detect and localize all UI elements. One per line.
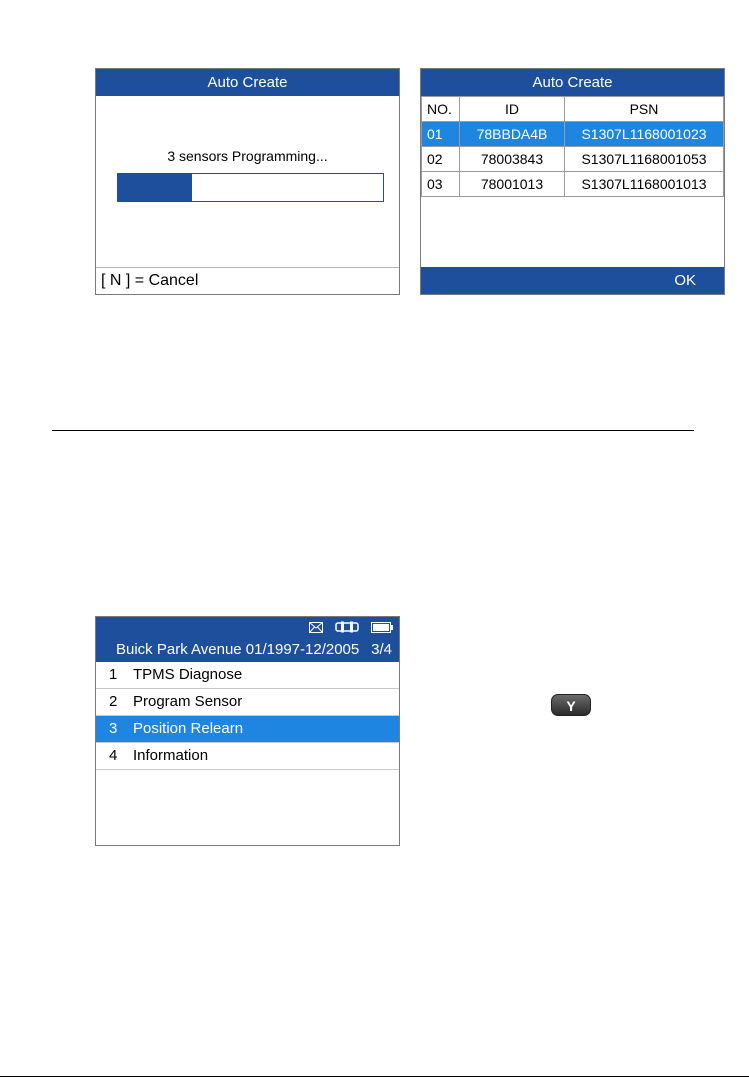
tire-sensor-icon: [335, 621, 359, 633]
row-no: 03: [422, 172, 460, 197]
progress-fill: [118, 174, 192, 201]
auto-create-progress-screen: [95, 68, 400, 295]
menu-item-label: TPMS Diagnose: [133, 666, 243, 683]
menu-item-number: 4: [109, 747, 118, 764]
row-psn: S1307L1168001053: [565, 147, 724, 172]
menu-item-position-relearn[interactable]: [96, 716, 399, 743]
menu-item-number: 1: [109, 666, 118, 683]
menu-item-information[interactable]: [96, 743, 399, 770]
column-header-no: NO.: [422, 97, 460, 122]
column-header-psn: PSN: [565, 97, 724, 122]
y-key-icon: Y: [551, 694, 591, 716]
auto-create-results-screen: [420, 68, 725, 295]
status-icons: [309, 621, 393, 633]
menu-header: [96, 617, 399, 662]
menu-item-label: Information: [133, 747, 209, 764]
row-psn: S1307L1168001013: [565, 172, 724, 197]
programming-message: 3 sensors Programming...: [167, 148, 328, 164]
cancel-hint[interactable]: [ N ] = Cancel: [96, 267, 399, 294]
row-id: 78003843: [460, 147, 565, 172]
screen-title: Auto Create: [421, 69, 724, 96]
screen-title: Auto Create: [96, 69, 399, 96]
table-row[interactable]: [422, 122, 724, 147]
vehicle-menu-screen: [95, 616, 400, 846]
row-no: 02: [422, 147, 460, 172]
column-header-id: ID: [460, 97, 565, 122]
row-id: 78001013: [460, 172, 565, 197]
table-row[interactable]: [422, 147, 724, 172]
row-id: 78BBDA4B: [460, 122, 565, 147]
page-bottom-rule: [0, 1076, 749, 1077]
page-indicator: 3/4: [371, 641, 392, 658]
menu-item-program-sensor[interactable]: [96, 689, 399, 716]
sensor-table: [421, 96, 724, 197]
vehicle-title: Buick Park Avenue 01/1997-12/2005: [116, 641, 360, 658]
menu-item-label: Program Sensor: [133, 693, 243, 710]
table-row[interactable]: [422, 172, 724, 197]
menu-item-number: 3: [109, 720, 118, 737]
section-divider: [52, 430, 694, 431]
ok-button[interactable]: OK: [421, 267, 724, 294]
battery-icon: [371, 622, 393, 633]
menu-item-tpms-diagnose[interactable]: [96, 662, 399, 689]
row-no: 01: [422, 122, 460, 147]
progress-bar: [117, 173, 384, 202]
menu-item-number: 2: [109, 693, 118, 710]
row-psn: S1307L1168001023: [565, 122, 724, 147]
menu-item-label: Position Relearn: [133, 720, 244, 737]
mail-icon: [309, 622, 323, 633]
